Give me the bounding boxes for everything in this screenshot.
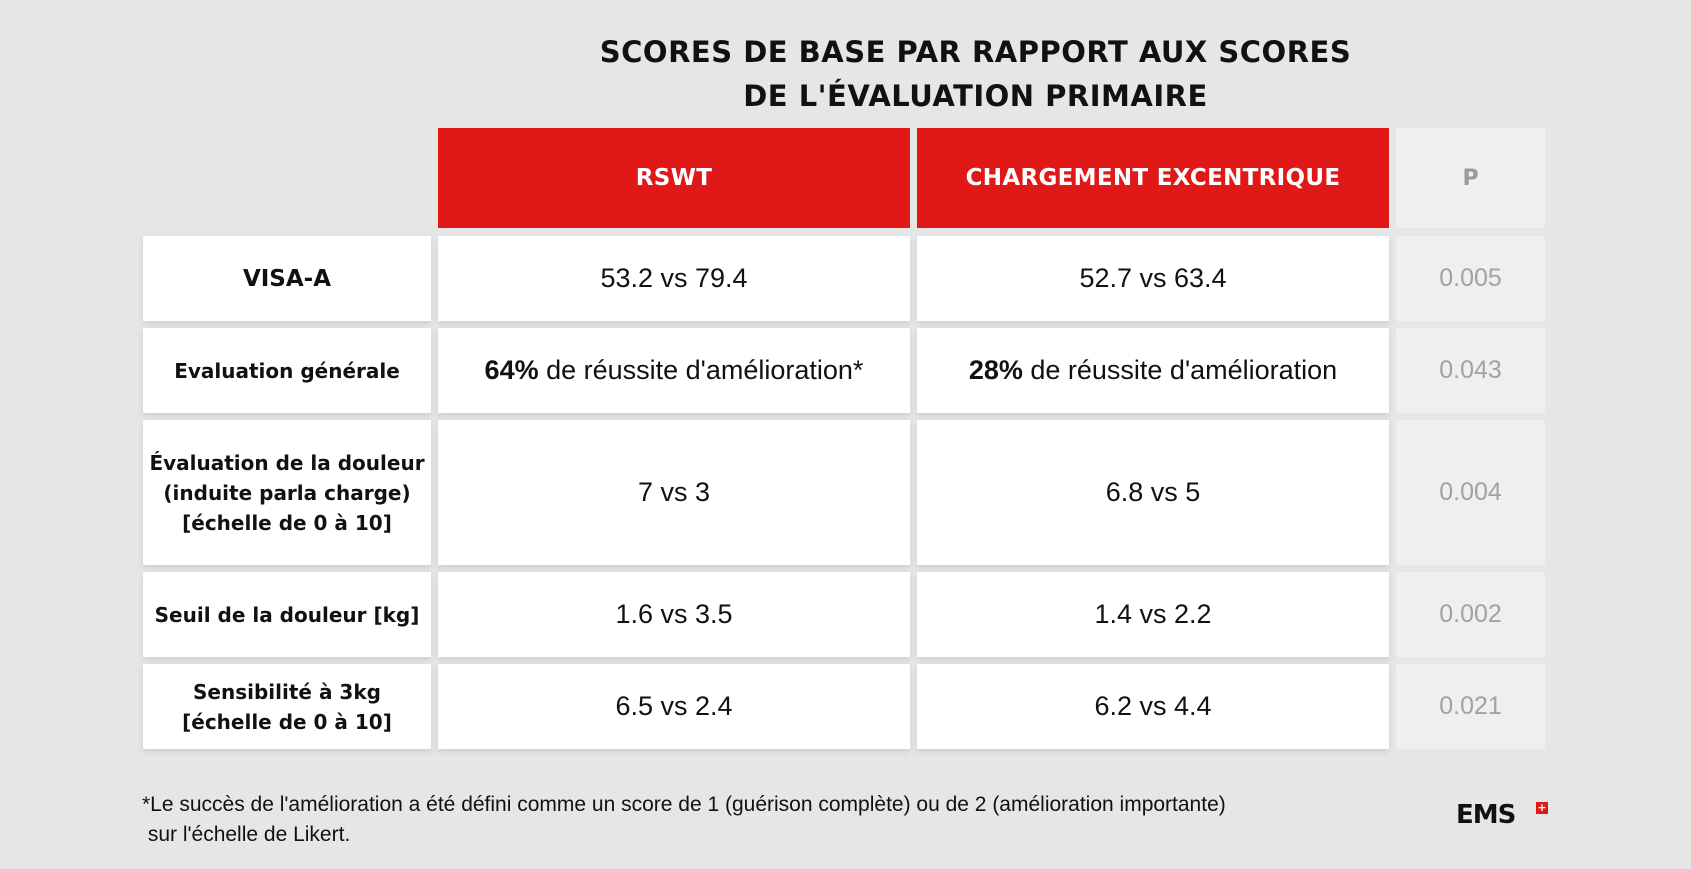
column-header-rswt: RSWT xyxy=(438,128,910,228)
footnote-line-2: sur l'échelle de Likert. xyxy=(142,823,351,846)
rswt-value-cell xyxy=(438,572,910,657)
p-value: 0.043 xyxy=(1396,328,1545,413)
chargement-excentrique-value-cell xyxy=(917,328,1389,413)
chargement-excentrique-value-cell xyxy=(917,572,1389,657)
chargement-excentrique-value-bold: 28% xyxy=(968,355,1023,385)
row-label xyxy=(143,236,431,321)
rswt-value xyxy=(485,355,864,386)
row-label-text xyxy=(182,677,392,737)
chargement-excentrique-value-text: de réussite d'amélioration xyxy=(1022,355,1338,385)
chargement-excentrique-value-cell xyxy=(917,664,1389,749)
rswt-value xyxy=(638,477,710,508)
p-value: 0.005 xyxy=(1396,236,1545,321)
ems-logo: EMS xyxy=(1456,800,1516,830)
column-header-chargement-excentrique: CHARGEMENT EXCENTRIQUE xyxy=(917,128,1389,228)
chart-title-line-2: DE L'ÉVALUATION PRIMAIRE xyxy=(743,79,1208,113)
rswt-value-text: de réussite d'amélioration* xyxy=(538,355,864,385)
rswt-value-text: 6.5 vs 2.4 xyxy=(615,691,733,721)
row-label-line: [échelle de 0 à 10] xyxy=(182,510,392,535)
row-label-line: Evaluation générale xyxy=(174,358,400,383)
chargement-excentrique-value xyxy=(1106,477,1201,508)
rswt-value xyxy=(600,263,747,294)
chargement-excentrique-value-text: 6.8 vs 5 xyxy=(1105,477,1201,507)
rswt-value-cell xyxy=(438,328,910,413)
column-header-p: P xyxy=(1396,128,1545,228)
row-label xyxy=(143,420,431,565)
row-label-text xyxy=(174,356,400,386)
p-value: 0.004 xyxy=(1396,420,1545,565)
chargement-excentrique-value xyxy=(1094,599,1211,630)
row-label-text xyxy=(243,264,331,294)
row-label xyxy=(143,328,431,413)
chargement-excentrique-value-text: 1.4 vs 2.2 xyxy=(1094,599,1212,629)
row-label xyxy=(143,572,431,657)
row-label-line: [échelle de 0 à 10] xyxy=(182,709,392,734)
footnote-line-1: *Le succès de l'amélioration a été défini comme un score de 1 (guérison complète) ou de 2 (amélioration importante) xyxy=(142,793,1226,816)
rswt-value-text: 53.2 vs 79.4 xyxy=(600,263,748,293)
rswt-value-text: 1.6 vs 3.5 xyxy=(615,599,733,629)
row-label-line: (induite parla charge) xyxy=(163,480,411,505)
row-label-text xyxy=(149,448,424,538)
rswt-value-bold: 64% xyxy=(484,355,539,385)
rswt-value xyxy=(615,691,732,722)
rswt-value xyxy=(615,599,732,630)
chart-title xyxy=(0,30,1691,118)
chargement-excentrique-value xyxy=(1079,263,1226,294)
chargement-excentrique-value xyxy=(969,355,1337,386)
chargement-excentrique-value-cell xyxy=(917,236,1389,321)
chargement-excentrique-value-text: 6.2 vs 4.4 xyxy=(1094,691,1212,721)
row-label-line: Sensibilité à 3kg xyxy=(193,679,381,704)
chargement-excentrique-value-text: 52.7 vs 63.4 xyxy=(1079,263,1227,293)
chart-title-line-1: SCORES DE BASE PAR RAPPORT AUX SCORES xyxy=(599,35,1352,69)
p-value: 0.002 xyxy=(1396,572,1545,657)
row-label-line: Seuil de la douleur [kg] xyxy=(154,602,420,627)
row-label xyxy=(143,664,431,749)
chargement-excentrique-value-cell xyxy=(917,420,1389,565)
row-label-text xyxy=(155,600,420,630)
rswt-value-cell xyxy=(438,664,910,749)
rswt-value-cell xyxy=(438,236,910,321)
footnote xyxy=(142,790,1226,850)
row-label-line: VISA-A xyxy=(242,265,332,292)
rswt-value-text: 7 vs 3 xyxy=(637,477,711,507)
row-label-line: Évaluation de la douleur xyxy=(149,450,425,475)
swiss-cross-icon: + xyxy=(1537,801,1547,814)
rswt-value-cell xyxy=(438,420,910,565)
chargement-excentrique-value xyxy=(1094,691,1211,722)
p-value: 0.021 xyxy=(1396,664,1545,749)
